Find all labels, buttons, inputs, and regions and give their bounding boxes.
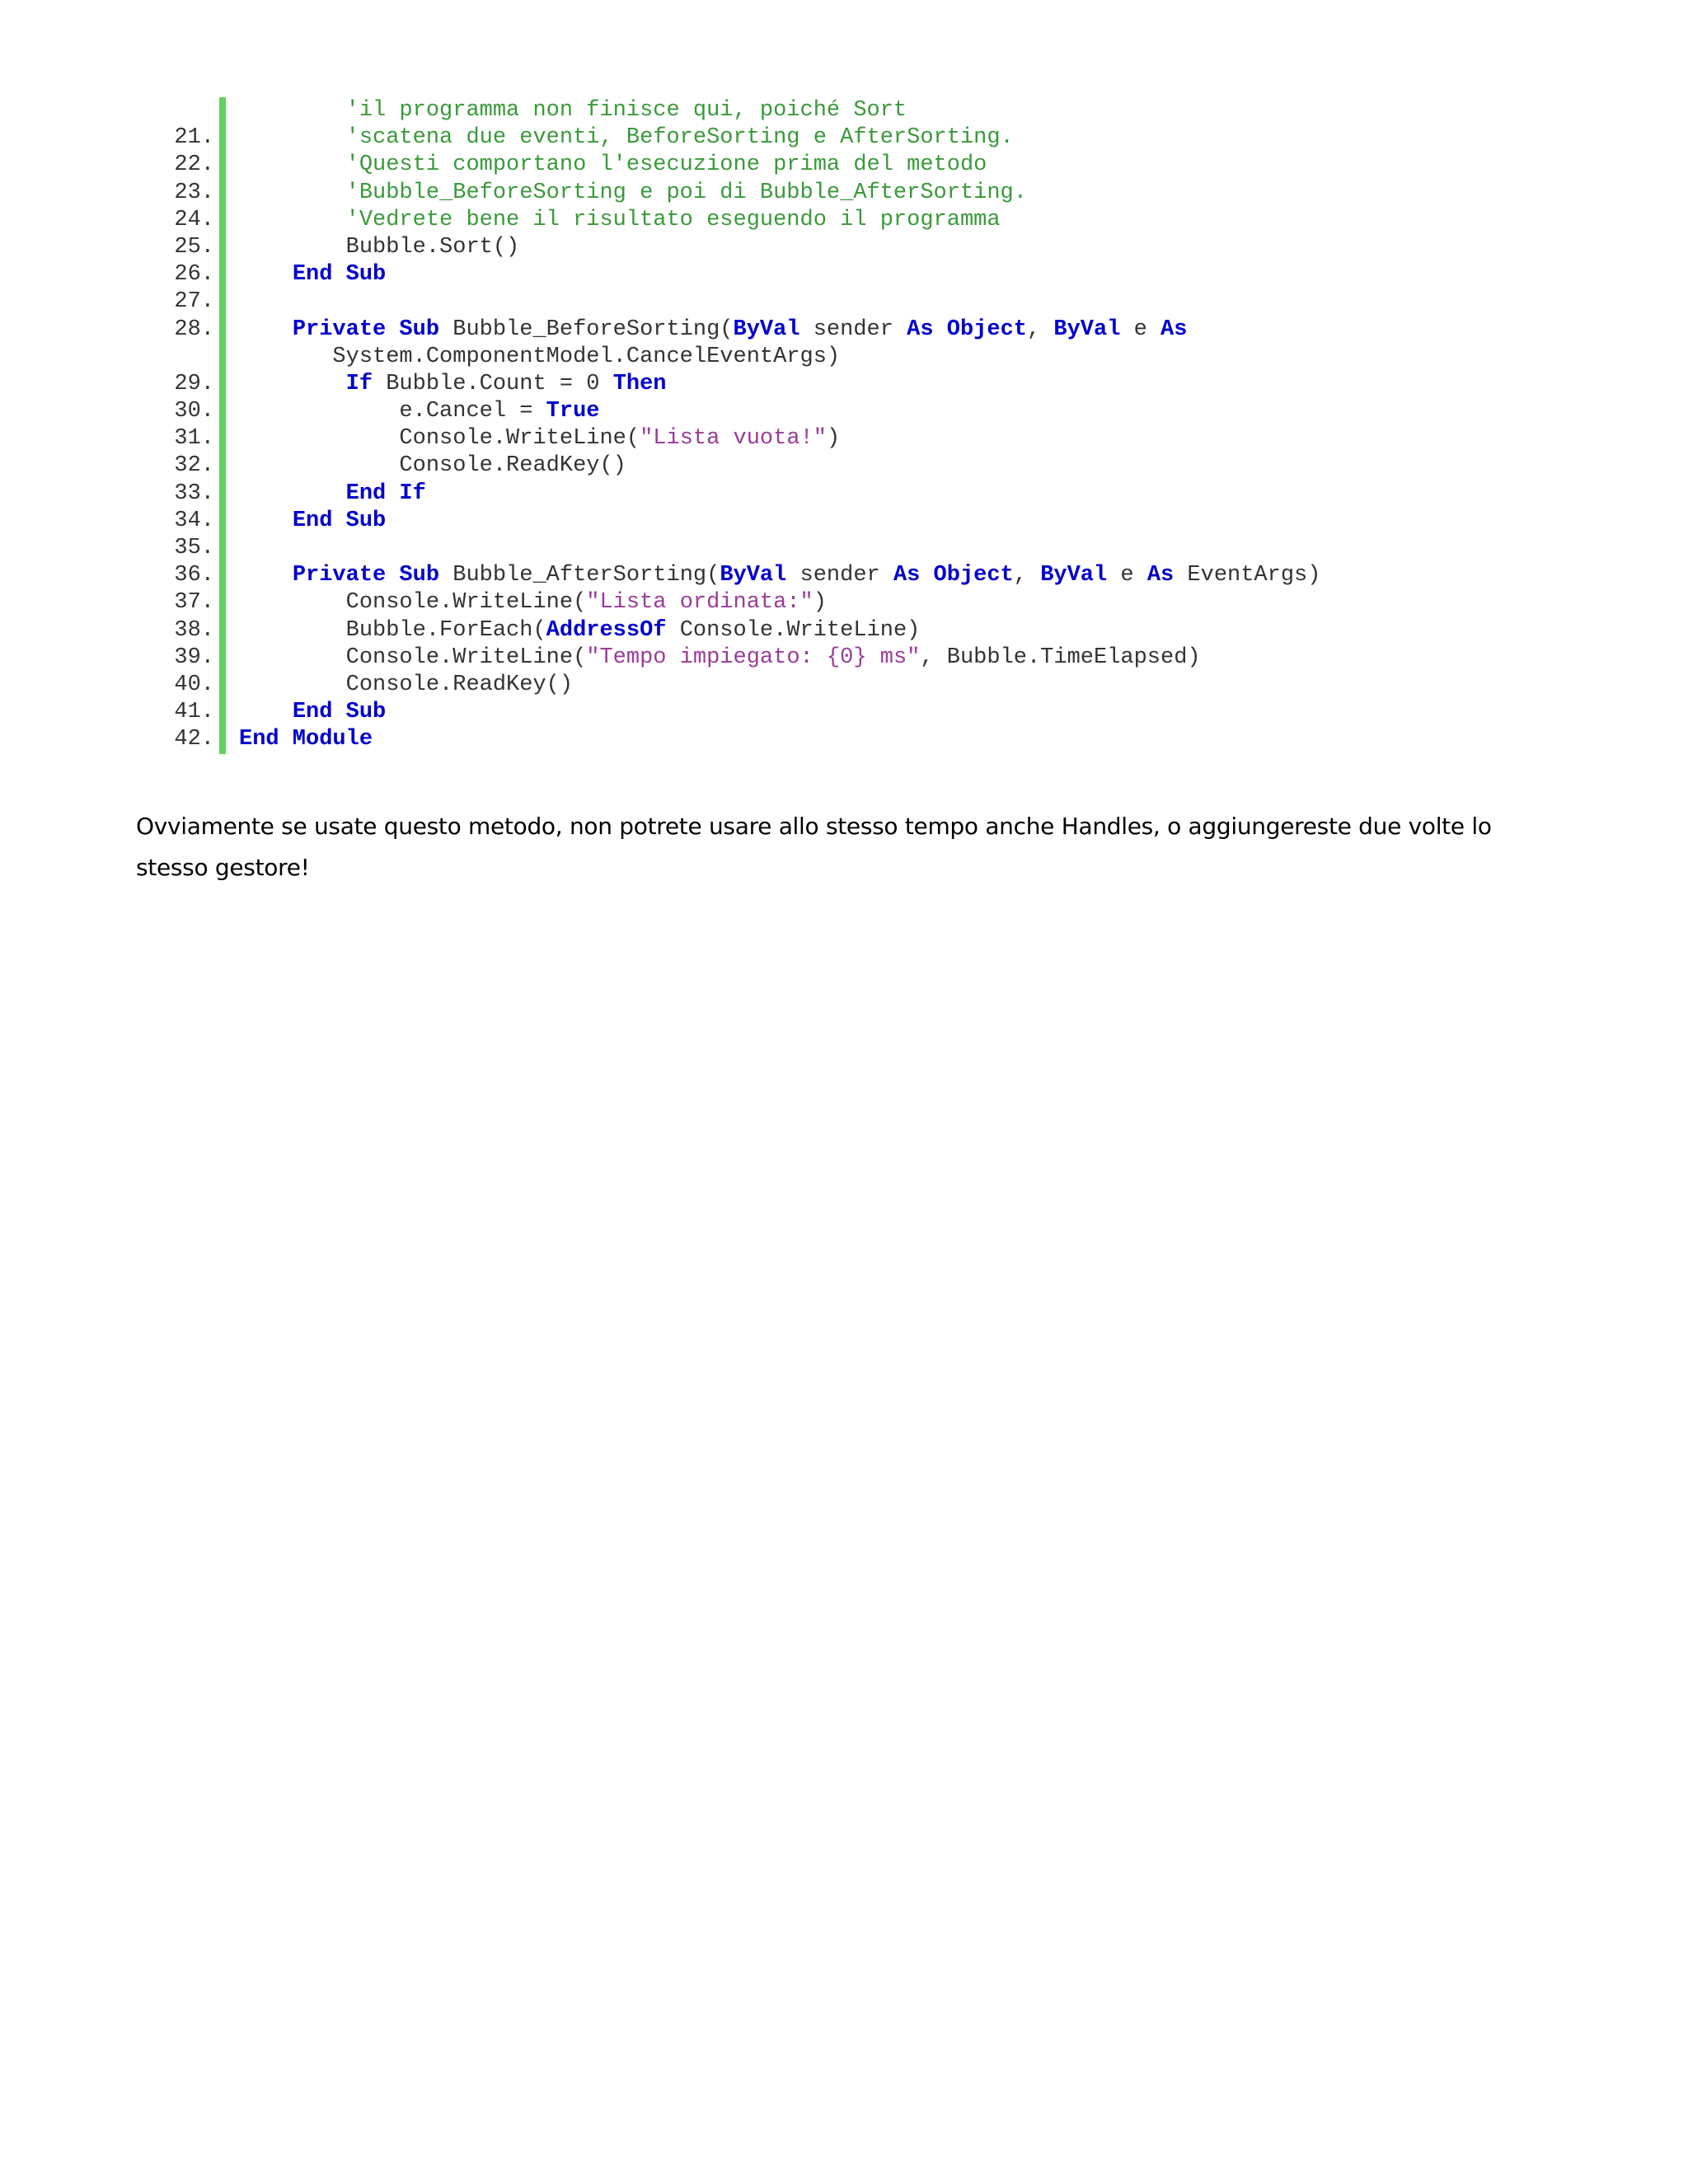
line-code xyxy=(239,97,907,124)
code-token: , Bubble.TimeElapsed) xyxy=(920,644,1201,670)
keyword-token: As xyxy=(1146,563,1175,588)
keyword-token: ByVal xyxy=(733,316,800,342)
code-token: , xyxy=(1026,316,1054,342)
code-listing xyxy=(0,97,1688,754)
code-token: ) xyxy=(826,426,841,452)
keyword-token: End Sub xyxy=(292,508,387,533)
code-token: Bubble.Sort() xyxy=(239,234,520,260)
code-line xyxy=(0,644,1688,672)
code-token: Bubble.Count = 0 xyxy=(373,371,613,396)
body-paragraph: Ovviamente se usate questo metodo, non potrete usare allo stesso tempo anche Handles, o aggiungereste due volte lo stesso gestore! xyxy=(136,813,1492,881)
code-token: Console.WriteLine) xyxy=(666,617,921,643)
code-line xyxy=(0,562,1688,589)
code-line xyxy=(0,261,1688,288)
keyword-token: As Object xyxy=(893,563,1014,588)
code-token: Bubble_AfterSorting( xyxy=(439,563,720,588)
line-number: 25. xyxy=(174,234,214,260)
code-line xyxy=(0,699,1688,726)
line-code xyxy=(239,425,840,452)
line-number: 38. xyxy=(174,617,214,643)
code-token: Console.ReadKey() xyxy=(239,453,626,479)
line-number: 28. xyxy=(174,316,214,342)
line-code xyxy=(239,371,667,398)
line-number: 36. xyxy=(174,563,214,588)
keyword-token: AddressOf xyxy=(546,617,667,643)
line-code xyxy=(239,726,373,753)
line-number: 27. xyxy=(174,289,214,315)
line-code xyxy=(239,316,1187,344)
code-token: sender xyxy=(799,316,907,342)
line-number: 30. xyxy=(174,399,214,424)
code-line xyxy=(0,180,1688,207)
line-number: 40. xyxy=(174,672,214,697)
keyword-token: ByVal xyxy=(1040,563,1108,588)
line-code xyxy=(239,672,573,699)
code-token xyxy=(239,317,293,342)
code-line xyxy=(0,152,1688,179)
line-code xyxy=(239,480,426,508)
code-line xyxy=(0,726,1688,753)
code-line xyxy=(0,316,1688,344)
keyword-token: Private Sub xyxy=(292,563,440,588)
string-token: "Lista ordinata:" xyxy=(586,590,814,616)
keyword-token: As xyxy=(1160,316,1188,342)
code-line xyxy=(0,480,1688,508)
code-token: Console.ReadKey() xyxy=(239,672,574,697)
comment-token: 'Questi comportano l'esecuzione prima del metodo xyxy=(239,152,987,178)
code-token: , xyxy=(1013,563,1041,588)
code-token xyxy=(239,509,293,533)
line-number: 21. xyxy=(174,125,214,151)
line-number: 31. xyxy=(174,426,214,452)
line-code xyxy=(239,124,1014,152)
code-line xyxy=(0,288,1688,316)
line-code xyxy=(239,398,599,425)
keyword-token: Then xyxy=(612,371,667,396)
code-token xyxy=(239,262,293,287)
line-code xyxy=(239,452,626,480)
code-line xyxy=(0,371,1688,398)
comment-token: 'scatena due eventi, BeforeSorting e AfterSorting. xyxy=(239,125,1014,151)
code-token: Bubble.ForEach( xyxy=(239,617,546,643)
code-line xyxy=(0,124,1688,152)
line-number: 37. xyxy=(174,590,214,616)
code-line xyxy=(0,425,1688,452)
code-token: Bubble_BeforeSorting( xyxy=(439,316,734,342)
line-code xyxy=(239,180,1027,207)
code-line xyxy=(0,535,1688,562)
keyword-token: End Sub xyxy=(292,700,387,725)
code-line xyxy=(0,207,1688,234)
code-line xyxy=(0,344,1688,371)
line-number: 41. xyxy=(174,700,214,725)
code-token xyxy=(239,563,293,588)
line-number: 22. xyxy=(174,152,214,178)
line-number: 24. xyxy=(174,207,214,232)
code-token: Console.WriteLine( xyxy=(239,426,640,452)
line-code xyxy=(239,699,386,726)
keyword-token: End Module xyxy=(239,727,373,752)
line-code xyxy=(239,344,840,371)
keyword-token: ByVal xyxy=(1053,316,1121,342)
string-token: "Lista vuota!" xyxy=(640,426,827,452)
keyword-token: ByVal xyxy=(720,563,787,588)
line-code xyxy=(239,261,386,288)
code-line xyxy=(0,672,1688,699)
line-number: 34. xyxy=(174,508,214,533)
line-code xyxy=(239,617,920,644)
code-token xyxy=(239,481,346,506)
comment-token: 'il programma non finisce qui, poiché Sort xyxy=(239,98,907,123)
line-code xyxy=(239,207,1001,234)
comment-token: 'Bubble_BeforeSorting e poi di Bubble_AfterSorting. xyxy=(239,180,1027,205)
code-lines xyxy=(0,97,1688,754)
line-code xyxy=(239,644,1201,672)
code-token: Console.WriteLine( xyxy=(239,590,587,616)
code-token: e.Cancel = xyxy=(239,399,546,424)
code-token: sender xyxy=(786,563,893,588)
keyword-token: End If xyxy=(345,480,426,506)
line-number: 35. xyxy=(174,536,214,560)
line-code xyxy=(239,562,1320,589)
line-code xyxy=(239,234,519,261)
code-token: Console.WriteLine( xyxy=(239,644,587,670)
code-token: EventArgs) xyxy=(1174,563,1321,588)
code-line xyxy=(0,234,1688,261)
code-line xyxy=(0,589,1688,616)
keyword-token: End Sub xyxy=(292,262,387,288)
string-token: "Tempo impiegato: {0} ms" xyxy=(586,644,921,670)
code-line xyxy=(0,508,1688,535)
code-line xyxy=(0,97,1688,124)
comment-token: 'Vedrete bene il risultato eseguendo il programma xyxy=(239,207,1001,232)
line-number: 33. xyxy=(174,480,214,506)
code-line xyxy=(0,452,1688,480)
keyword-token: As Object xyxy=(907,316,1027,342)
code-line xyxy=(0,398,1688,425)
keyword-token: True xyxy=(546,399,600,424)
line-number: 42. xyxy=(174,727,214,752)
code-token: System.ComponentModel.CancelEventArgs) xyxy=(239,344,841,369)
code-token xyxy=(239,700,293,724)
keyword-token: If xyxy=(345,371,373,396)
line-code xyxy=(239,508,386,535)
code-token: e xyxy=(1120,316,1161,342)
code-token: e xyxy=(1107,563,1147,588)
line-number: 23. xyxy=(174,180,214,205)
line-number: 32. xyxy=(174,453,214,479)
code-line xyxy=(0,617,1688,644)
line-number: 39. xyxy=(174,644,214,670)
line-code xyxy=(239,589,827,616)
line-code xyxy=(239,152,987,179)
line-number: 26. xyxy=(174,262,214,288)
code-token: ) xyxy=(813,590,827,616)
code-token xyxy=(239,372,346,396)
keyword-token: Private Sub xyxy=(292,316,440,342)
line-number: 29. xyxy=(174,371,214,396)
